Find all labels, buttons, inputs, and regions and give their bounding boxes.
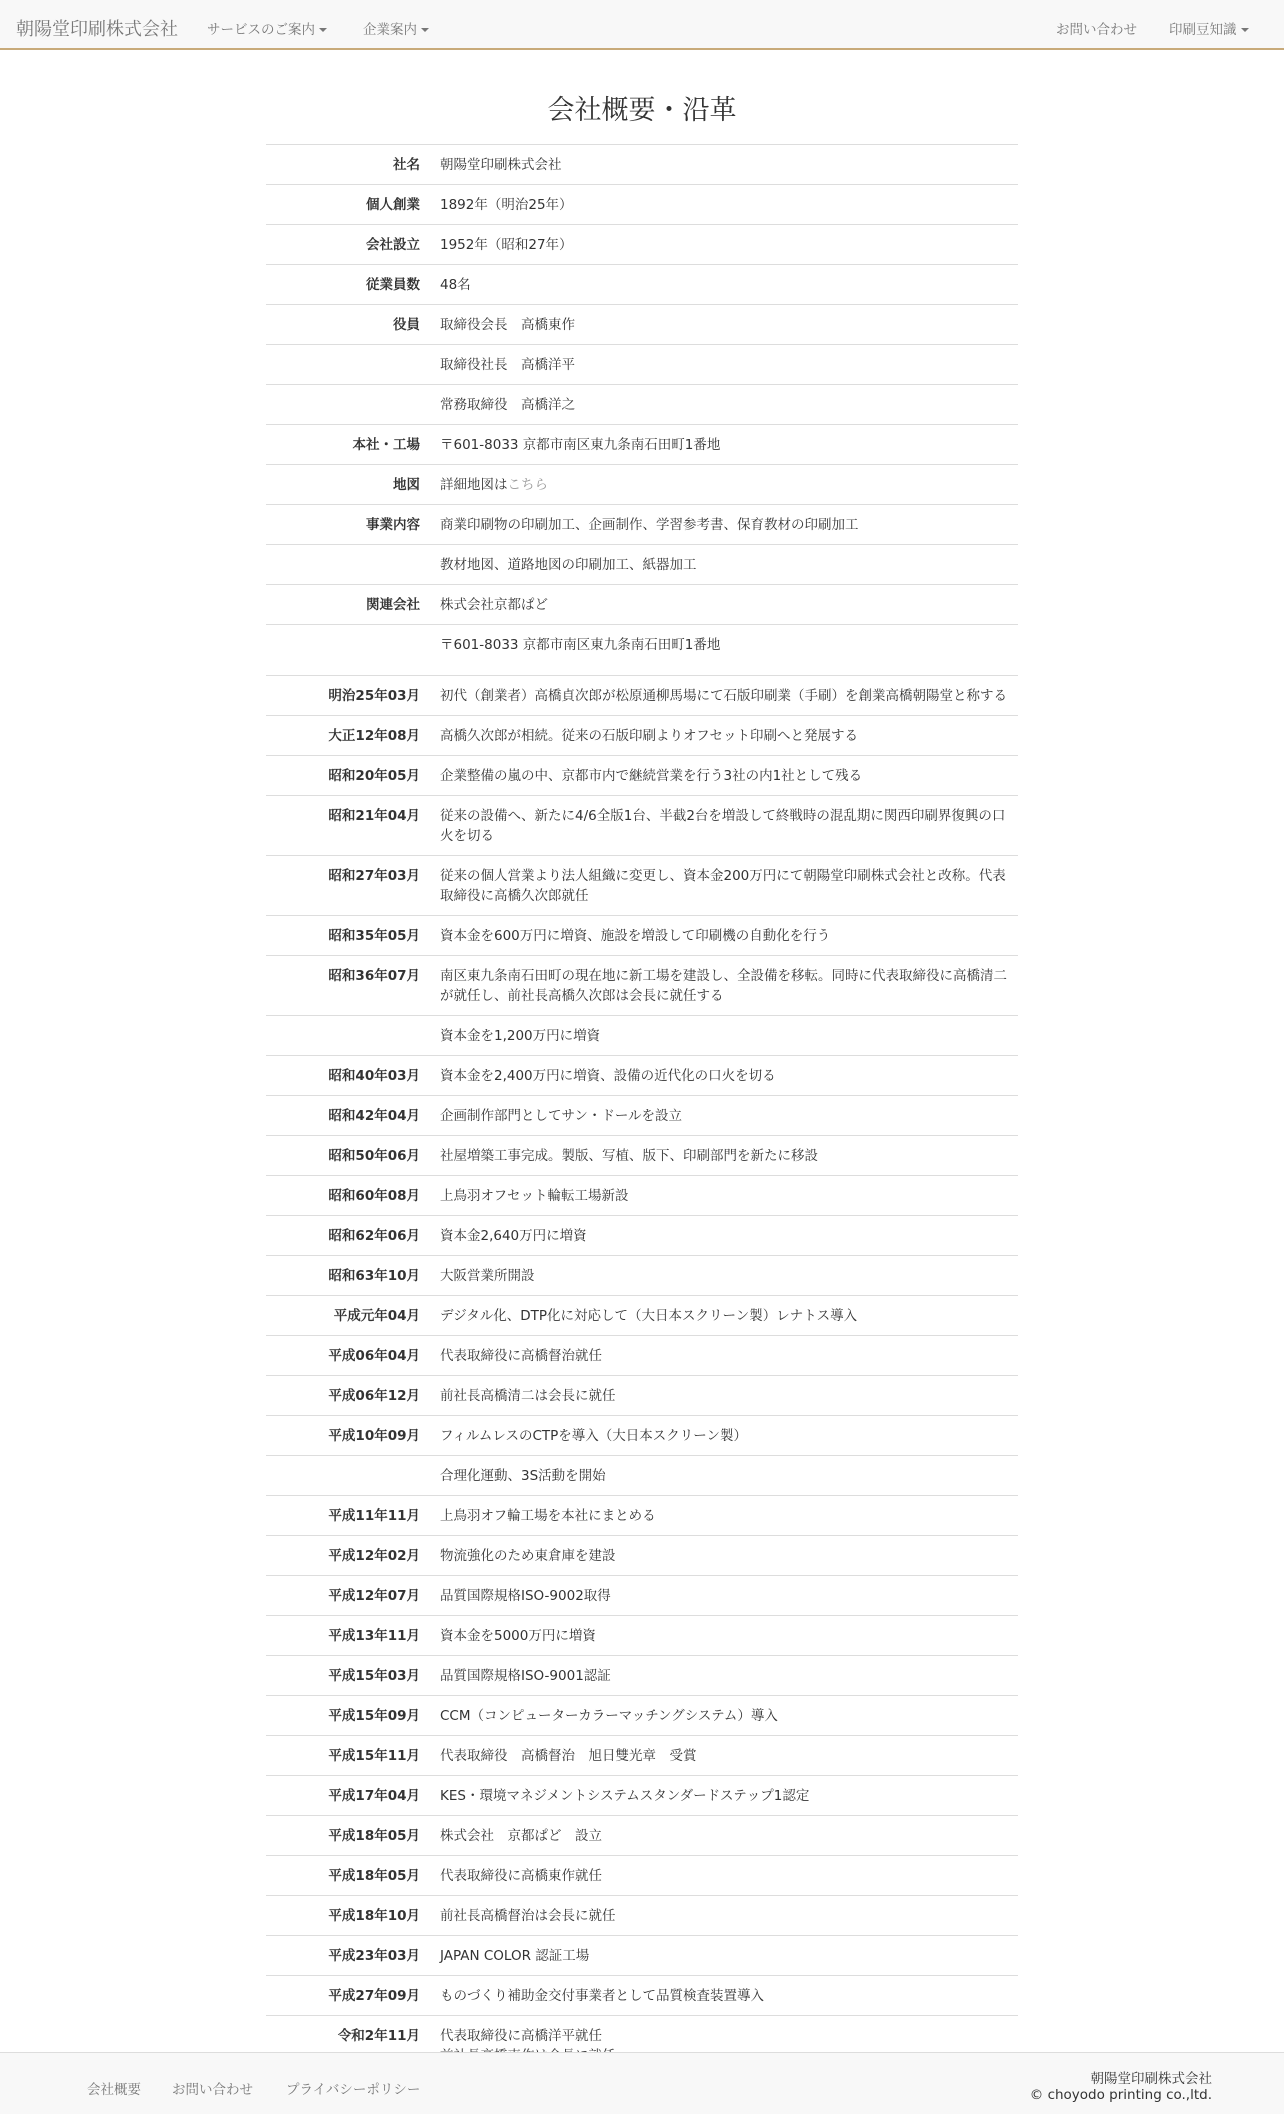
profile-key: 地図	[266, 465, 432, 505]
history-row	[266, 856, 1018, 916]
history-row	[266, 916, 1018, 956]
profile-row	[266, 465, 1018, 505]
history-event-text: 企業整備の嵐の中、京都市内で継続営業を行う3社の内1社として残る	[440, 768, 863, 784]
history-event-text: 前社長高橋督治は会長に就任	[440, 1908, 616, 1924]
history-row	[266, 1136, 1018, 1176]
history-event-text: 上鳥羽オフ輪工場を本社にまとめる	[440, 1508, 656, 1524]
history-event-text: 品質国際規格ISO-9002取得	[440, 1588, 611, 1604]
history-event	[432, 1736, 1018, 1776]
history-event-text: フィルムレスのCTPを導入（大日本スクリーン製）	[440, 1428, 748, 1444]
history-date: 昭和60年08月	[266, 1176, 432, 1216]
history-event-text: ものづくり補助金交付事業者として品質検査装置導入	[440, 1988, 764, 2004]
footer-link-contact[interactable]: お問い合わせ	[172, 2082, 253, 2098]
history-date: 平成06年12月	[266, 1376, 432, 1416]
history-event	[432, 1296, 1018, 1336]
history-event-text: 代表取締役に高橋洋平就任	[440, 2028, 602, 2044]
profile-value: 1952年（昭和27年）	[432, 225, 1018, 265]
history-event-text: 社屋増築工事完成。製版、写植、版下、印刷部門を新たに移設	[440, 1148, 818, 1164]
profile-key	[266, 625, 432, 665]
history-event	[432, 1856, 1018, 1896]
history-date: 平成10年09月	[266, 1416, 432, 1456]
history-row	[266, 1656, 1018, 1696]
history-date: 昭和27年03月	[266, 856, 432, 916]
profile-row	[266, 305, 1018, 345]
history-row	[266, 1616, 1018, 1656]
history-event-text: 大阪営業所開設	[440, 1268, 535, 1284]
profile-key: 本社・工場	[266, 425, 432, 465]
history-date: 平成15年09月	[266, 1696, 432, 1736]
profile-key: 会社設立	[266, 225, 432, 265]
history-date: 平成12年02月	[266, 1536, 432, 1576]
history-row	[266, 1176, 1018, 1216]
profile-row	[266, 545, 1018, 585]
history-event	[432, 1536, 1018, 1576]
history-event	[432, 1616, 1018, 1656]
history-row	[266, 716, 1018, 756]
profile-value: 教材地図、道路地図の印刷加工、紙器加工	[432, 545, 1018, 585]
footer-company-name: 朝陽堂印刷株式会社	[1090, 2071, 1212, 2087]
history-event	[432, 1416, 1018, 1456]
profile-value: 1892年（明治25年）	[432, 185, 1018, 225]
history-event	[432, 1256, 1018, 1296]
profile-row	[266, 425, 1018, 465]
footer-link-company[interactable]: 会社概要	[87, 2082, 141, 2098]
history-row	[266, 1816, 1018, 1856]
history-row	[266, 1456, 1018, 1496]
history-row	[266, 1776, 1018, 1816]
profile-key: 事業内容	[266, 505, 432, 545]
history-event	[432, 1176, 1018, 1216]
map-detail-link[interactable]: こちら	[507, 477, 548, 493]
caret-down-icon	[1241, 28, 1249, 32]
history-date: 昭和42年04月	[266, 1096, 432, 1136]
profile-value: 株式会社京都ぱど	[432, 585, 1018, 625]
history-event	[432, 1776, 1018, 1816]
history-event	[432, 1696, 1018, 1736]
history-event-text: 資本金を1,200万円に増資	[440, 1028, 601, 1044]
history-event	[432, 1016, 1018, 1056]
history-row	[266, 1256, 1018, 1296]
history-event-text: 株式会社 京都ぱど 設立	[440, 1828, 602, 1844]
history-event-text: 資本金2,640万円に増資	[440, 1228, 587, 1244]
footer-link-privacy[interactable]: プライバシーポリシー	[286, 2082, 421, 2098]
company-history-table	[266, 675, 1018, 2076]
history-event	[432, 1576, 1018, 1616]
history-row	[266, 1536, 1018, 1576]
history-event	[432, 916, 1018, 956]
profile-value: 〒601-8033 京都市南区東九条南石田町1番地	[432, 425, 1018, 465]
history-event-text: 上鳥羽オフセット輪転工場新設	[440, 1188, 629, 1204]
history-event	[432, 956, 1018, 1016]
history-date: 昭和62年06月	[266, 1216, 432, 1256]
profile-row	[266, 185, 1018, 225]
history-date: 昭和63年10月	[266, 1256, 432, 1296]
history-row	[266, 1336, 1018, 1376]
profile-value: 48名	[432, 265, 1018, 305]
history-date: 平成18年05月	[266, 1816, 432, 1856]
profile-row	[266, 505, 1018, 545]
history-event-text: 資本金を5000万円に増資	[440, 1628, 596, 1644]
profile-value: 朝陽堂印刷株式会社	[432, 145, 1018, 185]
history-event-text: KES・環境マネジメントシステムスタンダードステップ1認定	[440, 1788, 810, 1804]
history-row	[266, 1296, 1018, 1336]
profile-row	[266, 145, 1018, 185]
history-event-text: 従来の設備へ、新たに4/6全版1台、半截2台を増設して終戦時の混乱期に関西印刷界復興の口火を切る	[440, 808, 1006, 844]
nav-knowledge-dropdown[interactable]	[1169, 18, 1249, 38]
history-event	[432, 1656, 1018, 1696]
profile-key	[266, 385, 432, 425]
profile-value: 常務取締役 高橋洋之	[432, 385, 1018, 425]
history-event	[432, 1816, 1018, 1856]
history-row	[266, 756, 1018, 796]
history-date: 令和2年11月	[266, 2016, 432, 2076]
history-event-text: 合理化運動、3S活動を開始	[440, 1468, 606, 1484]
history-event	[432, 1936, 1018, 1976]
history-row	[266, 1416, 1018, 1456]
profile-key: 役員	[266, 305, 432, 345]
history-date	[266, 1456, 432, 1496]
history-date: 平成27年09月	[266, 1976, 432, 2016]
caret-down-icon	[421, 28, 429, 32]
nav-knowledge-label: 印刷豆知識	[1169, 22, 1237, 38]
history-event	[432, 676, 1018, 716]
history-row	[266, 1496, 1018, 1536]
history-event-text: 代表取締役に高橋東作就任	[440, 1868, 602, 1884]
history-row	[266, 1096, 1018, 1136]
history-event-text: 資本金を2,400万円に増資、設備の近代化の口火を切る	[440, 1068, 776, 1084]
history-row	[266, 1216, 1018, 1256]
history-event	[432, 1376, 1018, 1416]
history-row	[266, 1936, 1018, 1976]
history-date: 昭和50年06月	[266, 1136, 432, 1176]
profile-value: 商業印刷物の印刷加工、企画制作、学習参考書、保育教材の印刷加工	[432, 505, 1018, 545]
footer	[0, 2052, 1284, 2114]
footer-copyright: © choyodo printing co.,ltd.	[1029, 2087, 1212, 2103]
history-event-text: 企画制作部門としてサン・ドールを設立	[440, 1108, 683, 1124]
history-event	[432, 1976, 1018, 2016]
profile-key: 従業員数	[266, 265, 432, 305]
history-date: 平成06年04月	[266, 1336, 432, 1376]
history-event-text: 代表取締役に高橋督治就任	[440, 1348, 602, 1364]
history-date: 平成23年03月	[266, 1936, 432, 1976]
history-event-text: CCM（コンピューターカラーマッチングシステム）導入	[440, 1708, 778, 1724]
history-date: 平成18年05月	[266, 1856, 432, 1896]
history-date: 平成11年11月	[266, 1496, 432, 1536]
history-date: 大正12年08月	[266, 716, 432, 756]
history-event-text: 代表取締役 高橋督治 旭日雙光章 受賞	[440, 1748, 697, 1764]
history-date: 平成12年07月	[266, 1576, 432, 1616]
profile-key: 社名	[266, 145, 432, 185]
history-row	[266, 1736, 1018, 1776]
history-event	[432, 716, 1018, 756]
profile-row	[266, 585, 1018, 625]
history-event-text: 物流強化のため東倉庫を建設	[440, 1548, 616, 1564]
history-date: 平成15年11月	[266, 1736, 432, 1776]
history-date: 平成元年04月	[266, 1296, 432, 1336]
history-row	[266, 1056, 1018, 1096]
history-event	[432, 756, 1018, 796]
profile-row	[266, 345, 1018, 385]
history-event-text: デジタル化、DTP化に対応して（大日本スクリーン製）レナトス導入	[440, 1308, 858, 1324]
history-date: 昭和20年05月	[266, 756, 432, 796]
history-date: 昭和40年03月	[266, 1056, 432, 1096]
history-date: 平成18年10月	[266, 1896, 432, 1936]
history-date: 平成17年04月	[266, 1776, 432, 1816]
history-date: 昭和35年05月	[266, 916, 432, 956]
nav-contact-link[interactable]: お問い合わせ	[1056, 22, 1137, 38]
history-event-text: 品質国際規格ISO-9001認証	[440, 1668, 611, 1684]
history-event-text: 前社長高橋清二は会長に就任	[440, 1388, 616, 1404]
history-event	[432, 1456, 1018, 1496]
profile-key: 個人創業	[266, 185, 432, 225]
caret-down-icon	[319, 28, 327, 32]
profile-value: 取締役会長 高橋東作	[432, 305, 1018, 345]
profile-value-text: 詳細地図は	[440, 477, 508, 493]
profile-key	[266, 345, 432, 385]
nav-company-label: 企業案内	[363, 22, 417, 38]
company-profile-table	[266, 144, 1018, 665]
profile-value: 〒601-8033 京都市南区東九条南石田町1番地	[432, 625, 1018, 665]
history-event	[432, 796, 1018, 856]
history-event	[432, 1336, 1018, 1376]
profile-value: 取締役社長 高橋洋平	[432, 345, 1018, 385]
history-date	[266, 1016, 432, 1056]
history-event	[432, 856, 1018, 916]
nav-company-dropdown[interactable]	[363, 18, 429, 38]
profile-row	[266, 625, 1018, 665]
history-event	[432, 1216, 1018, 1256]
history-event	[432, 1496, 1018, 1536]
history-row	[266, 956, 1018, 1016]
top-navbar	[0, 0, 1284, 50]
history-event-text: JAPAN COLOR 認証工場	[440, 1948, 590, 1964]
nav-services-dropdown[interactable]	[207, 18, 327, 38]
history-event	[432, 1056, 1018, 1096]
history-date: 昭和36年07月	[266, 956, 432, 1016]
history-row	[266, 1696, 1018, 1736]
history-event-text: 資本金を600万円に増資、施設を増設して印刷機の自動化を行う	[440, 928, 831, 944]
history-event-text: 南区東九条南石田町の現在地に新工場を建設し、全設備を移転。同時に代表取締役に高橋清二が就任し、前社長高橋久次郎は会長に就任する	[440, 968, 1007, 1004]
history-event-text: 初代（創業者）高橋貞次郎が松原通柳馬場にて石版印刷業（手刷）を創業高橋朝陽堂と称する	[440, 688, 1007, 704]
history-date: 昭和21年04月	[266, 796, 432, 856]
profile-row	[266, 225, 1018, 265]
history-event-text: 高橋久次郎が相続。従来の石版印刷よりオフセット印刷へと発展する	[440, 728, 858, 744]
history-row	[266, 796, 1018, 856]
history-row	[266, 1576, 1018, 1616]
history-date: 平成13年11月	[266, 1616, 432, 1656]
history-row	[266, 1976, 1018, 2016]
history-event	[432, 1096, 1018, 1136]
history-event-text: 従来の個人営業より法人組織に変更し、資本金200万円にて朝陽堂印刷株式会社と改称。代表取締役に高橋久次郎就任	[440, 868, 1006, 904]
history-date: 明治25年03月	[266, 676, 432, 716]
history-event	[432, 1896, 1018, 1936]
history-row	[266, 1856, 1018, 1896]
profile-value	[432, 465, 1018, 505]
profile-row	[266, 265, 1018, 305]
history-row	[266, 1896, 1018, 1936]
profile-key	[266, 545, 432, 585]
brand-link[interactable]: 朝陽堂印刷株式会社	[16, 19, 178, 40]
profile-key: 関連会社	[266, 585, 432, 625]
history-row	[266, 1016, 1018, 1056]
profile-row	[266, 385, 1018, 425]
page-title: 会社概要・沿革	[547, 95, 737, 126]
history-row	[266, 676, 1018, 716]
history-date: 平成15年03月	[266, 1656, 432, 1696]
history-event	[432, 1136, 1018, 1176]
history-row	[266, 1376, 1018, 1416]
nav-services-label: サービスのご案内	[207, 22, 315, 38]
